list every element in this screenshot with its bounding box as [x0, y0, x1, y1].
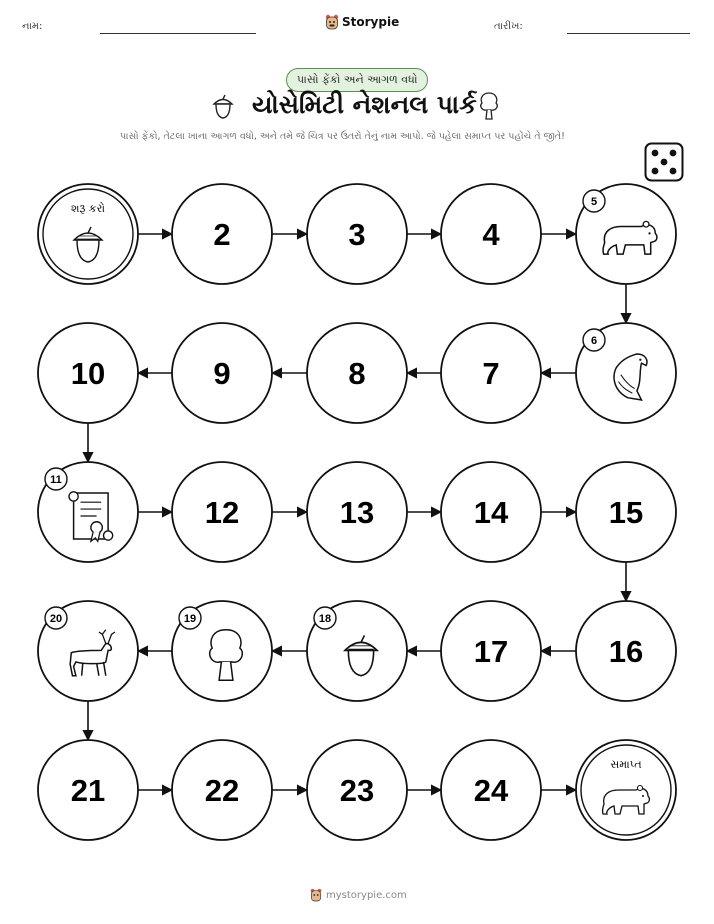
scroll-icon [69, 492, 113, 541]
board-space [441, 323, 541, 423]
space-number: 16 [608, 634, 644, 669]
space-number-badge [583, 329, 605, 351]
board-space [172, 601, 272, 701]
badge-number: 6 [590, 335, 598, 347]
board-space [172, 184, 272, 284]
board-space [307, 462, 407, 562]
date-label: તારીખ: [494, 21, 523, 32]
space-number: 22 [204, 773, 240, 808]
finish-space [576, 740, 676, 840]
space-number: 17 [473, 634, 509, 669]
space-number: 24 [473, 773, 509, 808]
space-number-badge [45, 468, 67, 490]
board-space [576, 184, 676, 284]
space-number-badge [583, 190, 605, 212]
space-number-badge [314, 607, 336, 629]
board-space [576, 601, 676, 701]
space-number-badge [45, 607, 67, 629]
board-space [38, 601, 138, 701]
board-space [307, 184, 407, 284]
space-number: 13 [339, 495, 375, 530]
board-space [307, 601, 407, 701]
footer-url: mystorypie.com [326, 889, 407, 901]
badge-number: 11 [50, 474, 62, 486]
space-number: 2 [213, 217, 231, 252]
space-number: 7 [482, 356, 500, 391]
storypie-mascot-icon [310, 888, 322, 902]
board-space [172, 740, 272, 840]
space-number: 9 [213, 356, 231, 391]
board-space [172, 462, 272, 562]
board-space [441, 462, 541, 562]
space-number: 21 [70, 773, 106, 808]
badge-number: 5 [590, 196, 598, 208]
board-space [576, 462, 676, 562]
board-space [307, 323, 407, 423]
space-number: 8 [348, 356, 366, 391]
board-space [441, 184, 541, 284]
space-number: 12 [204, 495, 240, 530]
page-title: યોસેમિટી નેશનલ પાર્ક [252, 90, 477, 119]
board-space [441, 740, 541, 840]
board-space [38, 740, 138, 840]
board-space [307, 740, 407, 840]
finish-label: સમાપ્ત [610, 758, 642, 771]
instructions: પાસો ફેંકો, તેટલા ખાના આગળ વધો, અને તમે જે ચિત્ર પર ઉતરો તેનું નામ આપો. જે પહેલા સમાપ્ત પર પહોંચે તે જીતે! [120, 131, 565, 142]
board-space [441, 601, 541, 701]
brand-name: Storypie [342, 15, 400, 29]
space-number: 10 [70, 356, 106, 391]
name-label: નામ: [22, 21, 43, 32]
space-number: 3 [348, 217, 366, 252]
start-space [38, 184, 138, 284]
space-number: 4 [482, 217, 500, 252]
subtitle-pill: પાસો ફેંકો અને આગળ વધો [286, 68, 428, 92]
space-number-badge [179, 607, 201, 629]
space-number: 23 [339, 773, 375, 808]
board-space [576, 323, 676, 423]
board-space [38, 462, 138, 562]
badge-number: 19 [183, 613, 197, 625]
board-space [172, 323, 272, 423]
badge-number: 20 [49, 613, 63, 625]
board-space [38, 323, 138, 423]
footer [310, 888, 407, 902]
space-number: 14 [473, 495, 509, 530]
start-label: શરૂ કરો [70, 202, 106, 215]
badge-number: 18 [318, 613, 332, 625]
space-number: 15 [608, 495, 644, 530]
